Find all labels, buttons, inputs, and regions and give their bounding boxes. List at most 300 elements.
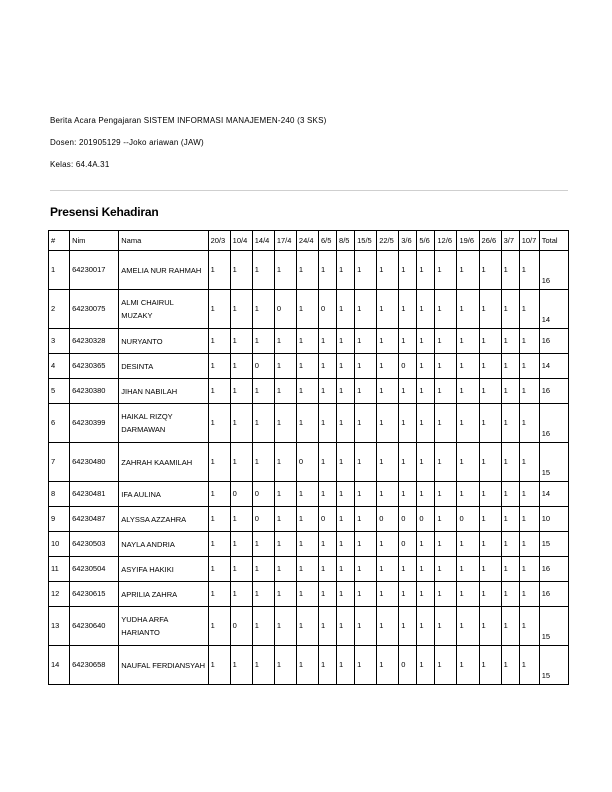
attendance-cell: 1 (519, 443, 539, 482)
attendance-cell: 0 (318, 290, 336, 329)
attendance-cell: 1 (355, 290, 377, 329)
attendance-cell: 1 (208, 354, 230, 379)
column-header: 24/4 (296, 231, 318, 251)
row-number: 14 (49, 646, 70, 685)
attendance-cell: 1 (519, 251, 539, 290)
attendance-cell: 1 (479, 507, 501, 532)
attendance-cell: 1 (274, 329, 296, 354)
total-cell: 16 (539, 557, 568, 582)
table-row (49, 532, 569, 557)
attendance-cell: 1 (337, 443, 355, 482)
attendance-cell: 1 (435, 557, 457, 582)
table-row (49, 607, 569, 646)
attendance-cell: 1 (337, 582, 355, 607)
attendance-cell: 1 (252, 532, 274, 557)
row-number: 7 (49, 443, 70, 482)
attendance-cell: 1 (377, 646, 399, 685)
attendance-cell: 1 (519, 329, 539, 354)
table-row (49, 404, 569, 443)
attendance-cell: 1 (417, 354, 435, 379)
column-header: 10/4 (230, 231, 252, 251)
attendance-cell: 1 (519, 354, 539, 379)
student-name: IFA AULINA (119, 482, 208, 507)
attendance-cell: 1 (399, 290, 417, 329)
attendance-cell: 1 (501, 329, 519, 354)
column-header: 19/6 (457, 231, 479, 251)
attendance-cell: 1 (208, 443, 230, 482)
attendance-cell: 0 (274, 290, 296, 329)
attendance-cell: 1 (377, 532, 399, 557)
attendance-cell: 1 (208, 482, 230, 507)
column-header: 17/4 (274, 231, 296, 251)
attendance-cell: 1 (337, 354, 355, 379)
attendance-cell: 1 (519, 582, 539, 607)
attendance-cell: 0 (252, 354, 274, 379)
student-nim: 64230487 (70, 507, 119, 532)
attendance-cell: 1 (435, 404, 457, 443)
attendance-cell: 1 (355, 329, 377, 354)
row-number: 5 (49, 379, 70, 404)
column-header: # (49, 231, 70, 251)
attendance-cell: 1 (435, 329, 457, 354)
attendance-cell: 1 (230, 443, 252, 482)
total-cell: 14 (539, 290, 568, 329)
attendance-cell: 1 (337, 251, 355, 290)
attendance-cell: 1 (417, 607, 435, 646)
attendance-cell: 1 (252, 404, 274, 443)
attendance-cell: 1 (479, 557, 501, 582)
attendance-cell: 1 (337, 607, 355, 646)
column-header: Nama (119, 231, 208, 251)
column-header: 3/6 (399, 231, 417, 251)
attendance-cell: 1 (355, 646, 377, 685)
attendance-cell: 1 (230, 582, 252, 607)
attendance-cell: 0 (417, 507, 435, 532)
total-cell: 16 (539, 329, 568, 354)
attendance-cell: 1 (318, 443, 336, 482)
attendance-cell: 1 (208, 646, 230, 685)
attendance-cell: 0 (318, 507, 336, 532)
attendance-cell: 1 (296, 607, 318, 646)
attendance-cell: 1 (208, 251, 230, 290)
total-cell: 14 (539, 482, 568, 507)
attendance-cell: 1 (296, 582, 318, 607)
attendance-cell: 1 (399, 607, 417, 646)
attendance-cell: 1 (230, 251, 252, 290)
attendance-cell: 1 (377, 354, 399, 379)
total-cell: 16 (539, 582, 568, 607)
attendance-cell: 1 (479, 290, 501, 329)
attendance-cell: 1 (519, 290, 539, 329)
section-title: Presensi Kehadiran (50, 205, 159, 219)
attendance-cell: 1 (252, 646, 274, 685)
student-nim: 64230380 (70, 379, 119, 404)
attendance-cell: 1 (519, 404, 539, 443)
attendance-cell: 1 (318, 532, 336, 557)
attendance-cell: 1 (399, 379, 417, 404)
attendance-cell: 1 (479, 607, 501, 646)
attendance-cell: 1 (399, 482, 417, 507)
attendance-cell: 1 (501, 532, 519, 557)
attendance-cell: 1 (230, 646, 252, 685)
student-nim: 64230503 (70, 532, 119, 557)
attendance-cell: 1 (252, 443, 274, 482)
column-header: 22/5 (377, 231, 399, 251)
attendance-cell: 1 (318, 251, 336, 290)
attendance-cell: 1 (355, 507, 377, 532)
column-header: 20/3 (208, 231, 230, 251)
attendance-cell: 1 (296, 354, 318, 379)
attendance-cell: 1 (501, 582, 519, 607)
student-name: YUDHA ARFA HARIANTO (119, 607, 208, 646)
attendance-cell: 1 (337, 329, 355, 354)
attendance-cell: 1 (435, 646, 457, 685)
student-name: JIHAN NABILAH (119, 379, 208, 404)
row-number: 3 (49, 329, 70, 354)
attendance-cell: 1 (274, 354, 296, 379)
attendance-cell: 1 (435, 607, 457, 646)
attendance-cell: 1 (501, 557, 519, 582)
attendance-cell: 1 (501, 290, 519, 329)
attendance-cell: 1 (337, 646, 355, 685)
attendance-cell: 1 (296, 646, 318, 685)
attendance-cell: 1 (501, 507, 519, 532)
attendance-cell: 1 (501, 404, 519, 443)
column-header: 3/7 (501, 231, 519, 251)
attendance-cell: 1 (318, 557, 336, 582)
attendance-cell: 1 (318, 582, 336, 607)
attendance-cell: 1 (457, 646, 479, 685)
attendance-cell: 1 (479, 443, 501, 482)
student-name: HAIKAL RIZQY DARMAWAN (119, 404, 208, 443)
attendance-cell: 1 (479, 404, 501, 443)
attendance-cell: 1 (296, 290, 318, 329)
attendance-cell: 0 (399, 532, 417, 557)
student-nim: 64230640 (70, 607, 119, 646)
attendance-cell: 1 (318, 354, 336, 379)
attendance-cell: 1 (399, 582, 417, 607)
attendance-cell: 1 (377, 443, 399, 482)
attendance-cell: 1 (417, 251, 435, 290)
attendance-cell: 0 (377, 507, 399, 532)
attendance-cell: 1 (435, 290, 457, 329)
student-nim: 64230017 (70, 251, 119, 290)
attendance-cell: 1 (377, 557, 399, 582)
attendance-cell: 1 (457, 557, 479, 582)
student-name: AMELIA NUR RAHMAH (119, 251, 208, 290)
row-number: 1 (49, 251, 70, 290)
table-header (49, 231, 569, 251)
attendance-cell: 1 (252, 379, 274, 404)
row-number: 2 (49, 290, 70, 329)
attendance-cell: 1 (230, 532, 252, 557)
attendance-cell: 1 (457, 290, 479, 329)
attendance-cell: 1 (337, 404, 355, 443)
attendance-cell: 1 (479, 582, 501, 607)
attendance-cell: 1 (208, 607, 230, 646)
attendance-cell: 1 (501, 251, 519, 290)
attendance-cell: 1 (337, 379, 355, 404)
row-number: 9 (49, 507, 70, 532)
student-nim: 64230075 (70, 290, 119, 329)
student-nim: 64230658 (70, 646, 119, 685)
attendance-cell: 1 (457, 251, 479, 290)
attendance-cell: 1 (501, 482, 519, 507)
attendance-cell: 1 (296, 557, 318, 582)
attendance-cell: 1 (377, 290, 399, 329)
attendance-cell: 1 (337, 482, 355, 507)
attendance-cell: 1 (457, 532, 479, 557)
attendance-cell: 1 (417, 443, 435, 482)
attendance-cell: 0 (457, 507, 479, 532)
row-number: 6 (49, 404, 70, 443)
attendance-cell: 1 (296, 329, 318, 354)
attendance-cell: 1 (274, 646, 296, 685)
attendance-cell: 1 (318, 404, 336, 443)
column-header: 14/4 (252, 231, 274, 251)
attendance-cell: 1 (355, 251, 377, 290)
attendance-cell: 1 (252, 290, 274, 329)
total-cell: 15 (539, 607, 568, 646)
column-header: 26/6 (479, 231, 501, 251)
attendance-cell: 0 (399, 646, 417, 685)
attendance-cell: 1 (417, 290, 435, 329)
table-row (49, 354, 569, 379)
student-name: ASYIFA HAKIKI (119, 557, 208, 582)
total-cell: 16 (539, 251, 568, 290)
attendance-cell: 1 (230, 404, 252, 443)
student-name: ZAHRAH KAAMILAH (119, 443, 208, 482)
attendance-cell: 1 (274, 532, 296, 557)
attendance-cell: 1 (230, 329, 252, 354)
attendance-cell: 1 (208, 582, 230, 607)
attendance-cell: 1 (377, 251, 399, 290)
row-number: 4 (49, 354, 70, 379)
attendance-table (48, 230, 569, 685)
total-cell: 16 (539, 379, 568, 404)
attendance-cell: 1 (355, 557, 377, 582)
total-cell: 15 (539, 532, 568, 557)
attendance-cell: 1 (479, 329, 501, 354)
attendance-cell: 1 (457, 607, 479, 646)
attendance-cell: 1 (252, 251, 274, 290)
attendance-cell: 1 (501, 607, 519, 646)
attendance-cell: 1 (252, 582, 274, 607)
attendance-cell: 1 (479, 251, 501, 290)
attendance-cell: 0 (252, 507, 274, 532)
total-cell: 15 (539, 646, 568, 685)
student-name: DESINTA (119, 354, 208, 379)
attendance-cell: 1 (296, 507, 318, 532)
attendance-cell: 1 (377, 482, 399, 507)
attendance-cell: 1 (457, 482, 479, 507)
column-header: 15/5 (355, 231, 377, 251)
row-number: 13 (49, 607, 70, 646)
attendance-cell: 1 (417, 482, 435, 507)
attendance-cell: 1 (435, 482, 457, 507)
student-nim: 64230328 (70, 329, 119, 354)
column-header: 10/7 (519, 231, 539, 251)
attendance-cell: 1 (208, 507, 230, 532)
attendance-cell: 1 (252, 329, 274, 354)
attendance-cell: 1 (479, 354, 501, 379)
attendance-cell: 1 (519, 557, 539, 582)
row-number: 11 (49, 557, 70, 582)
table-row (49, 379, 569, 404)
attendance-cell: 1 (479, 646, 501, 685)
attendance-cell: 1 (377, 607, 399, 646)
attendance-cell: 1 (355, 404, 377, 443)
student-name: NAUFAL FERDIANSYAH (119, 646, 208, 685)
attendance-cell: 1 (230, 557, 252, 582)
student-name: ALYSSA AZZAHRA (119, 507, 208, 532)
total-cell: 14 (539, 354, 568, 379)
attendance-cell: 1 (519, 646, 539, 685)
student-name: NURYANTO (119, 329, 208, 354)
attendance-cell: 1 (519, 507, 539, 532)
attendance-cell: 1 (417, 646, 435, 685)
attendance-cell: 1 (417, 329, 435, 354)
attendance-cell: 1 (457, 379, 479, 404)
attendance-cell: 1 (377, 329, 399, 354)
attendance-cell: 0 (230, 607, 252, 646)
attendance-cell: 1 (318, 329, 336, 354)
table-row (49, 329, 569, 354)
attendance-cell: 1 (355, 582, 377, 607)
attendance-cell: 1 (377, 379, 399, 404)
attendance-cell: 1 (208, 329, 230, 354)
attendance-cell: 1 (355, 482, 377, 507)
attendance-cell: 1 (296, 482, 318, 507)
attendance-cell: 1 (435, 582, 457, 607)
attendance-cell: 1 (274, 582, 296, 607)
attendance-cell: 1 (274, 607, 296, 646)
attendance-cell: 1 (318, 379, 336, 404)
student-name: NAYLA ANDRIA (119, 532, 208, 557)
attendance-cell: 1 (208, 557, 230, 582)
attendance-cell: 1 (355, 354, 377, 379)
student-nim: 64230365 (70, 354, 119, 379)
attendance-cell: 1 (417, 532, 435, 557)
attendance-cell: 1 (230, 290, 252, 329)
attendance-cell: 1 (501, 443, 519, 482)
attendance-cell: 0 (399, 354, 417, 379)
attendance-cell: 1 (399, 404, 417, 443)
attendance-cell: 1 (355, 532, 377, 557)
attendance-cell: 1 (252, 557, 274, 582)
attendance-cell: 1 (457, 582, 479, 607)
attendance-cell: 1 (519, 379, 539, 404)
student-nim: 64230480 (70, 443, 119, 482)
attendance-cell: 0 (399, 507, 417, 532)
column-header: 8/5 (337, 231, 355, 251)
attendance-cell: 1 (355, 607, 377, 646)
column-header: Nim (70, 231, 119, 251)
row-number: 10 (49, 532, 70, 557)
student-nim: 64230481 (70, 482, 119, 507)
class-info: Kelas: 64.4A.31 (50, 160, 110, 169)
attendance-cell: 1 (296, 404, 318, 443)
attendance-cell: 1 (274, 404, 296, 443)
attendance-cell: 1 (501, 379, 519, 404)
column-header: Total (539, 231, 568, 251)
student-nim: 64230399 (70, 404, 119, 443)
total-cell: 16 (539, 404, 568, 443)
attendance-cell: 1 (337, 557, 355, 582)
attendance-cell: 1 (274, 557, 296, 582)
attendance-cell: 1 (274, 379, 296, 404)
attendance-cell: 1 (435, 507, 457, 532)
attendance-cell: 1 (274, 251, 296, 290)
table-row (49, 251, 569, 290)
attendance-cell: 1 (435, 379, 457, 404)
attendance-cell: 1 (377, 404, 399, 443)
attendance-cell: 1 (208, 532, 230, 557)
attendance-cell: 1 (337, 507, 355, 532)
attendance-cell: 1 (337, 532, 355, 557)
attendance-cell: 1 (274, 507, 296, 532)
attendance-cell: 1 (435, 251, 457, 290)
attendance-cell: 1 (399, 443, 417, 482)
table-row (49, 557, 569, 582)
table-row (49, 507, 569, 532)
attendance-cell: 1 (417, 404, 435, 443)
attendance-cell: 1 (230, 379, 252, 404)
attendance-cell: 1 (399, 329, 417, 354)
divider (50, 190, 568, 191)
table-row (49, 646, 569, 685)
attendance-cell: 1 (355, 379, 377, 404)
attendance-cell: 1 (399, 557, 417, 582)
attendance-cell: 1 (296, 379, 318, 404)
attendance-cell: 1 (318, 646, 336, 685)
attendance-cell: 1 (519, 532, 539, 557)
attendance-cell: 1 (417, 557, 435, 582)
attendance-cell: 1 (318, 607, 336, 646)
attendance-cell: 1 (208, 379, 230, 404)
attendance-cell: 0 (252, 482, 274, 507)
course-title: Berita Acara Pengajaran SISTEM INFORMASI MANAJEMEN-240 (3 SKS) (50, 116, 327, 125)
student-name: ALMI CHAIRUL MUZAKY (119, 290, 208, 329)
attendance-cell: 1 (296, 532, 318, 557)
attendance-cell: 1 (318, 482, 336, 507)
attendance-cell: 1 (208, 290, 230, 329)
attendance-cell: 1 (435, 443, 457, 482)
attendance-cell: 1 (208, 404, 230, 443)
attendance-cell: 1 (355, 443, 377, 482)
attendance-cell: 1 (457, 329, 479, 354)
attendance-cell: 1 (519, 607, 539, 646)
attendance-cell: 1 (296, 251, 318, 290)
student-name: APRILIA ZAHRA (119, 582, 208, 607)
column-header: 5/6 (417, 231, 435, 251)
row-number: 8 (49, 482, 70, 507)
attendance-cell: 1 (230, 507, 252, 532)
column-header: 12/6 (435, 231, 457, 251)
attendance-cell: 1 (417, 379, 435, 404)
attendance-cell: 1 (252, 607, 274, 646)
attendance-cell: 1 (435, 354, 457, 379)
attendance-cell: 1 (501, 354, 519, 379)
attendance-cell: 1 (274, 482, 296, 507)
attendance-cell: 1 (417, 582, 435, 607)
table-row (49, 582, 569, 607)
table-row (49, 290, 569, 329)
attendance-cell: 1 (457, 443, 479, 482)
attendance-cell: 1 (479, 532, 501, 557)
total-cell: 15 (539, 443, 568, 482)
attendance-cell: 1 (377, 582, 399, 607)
